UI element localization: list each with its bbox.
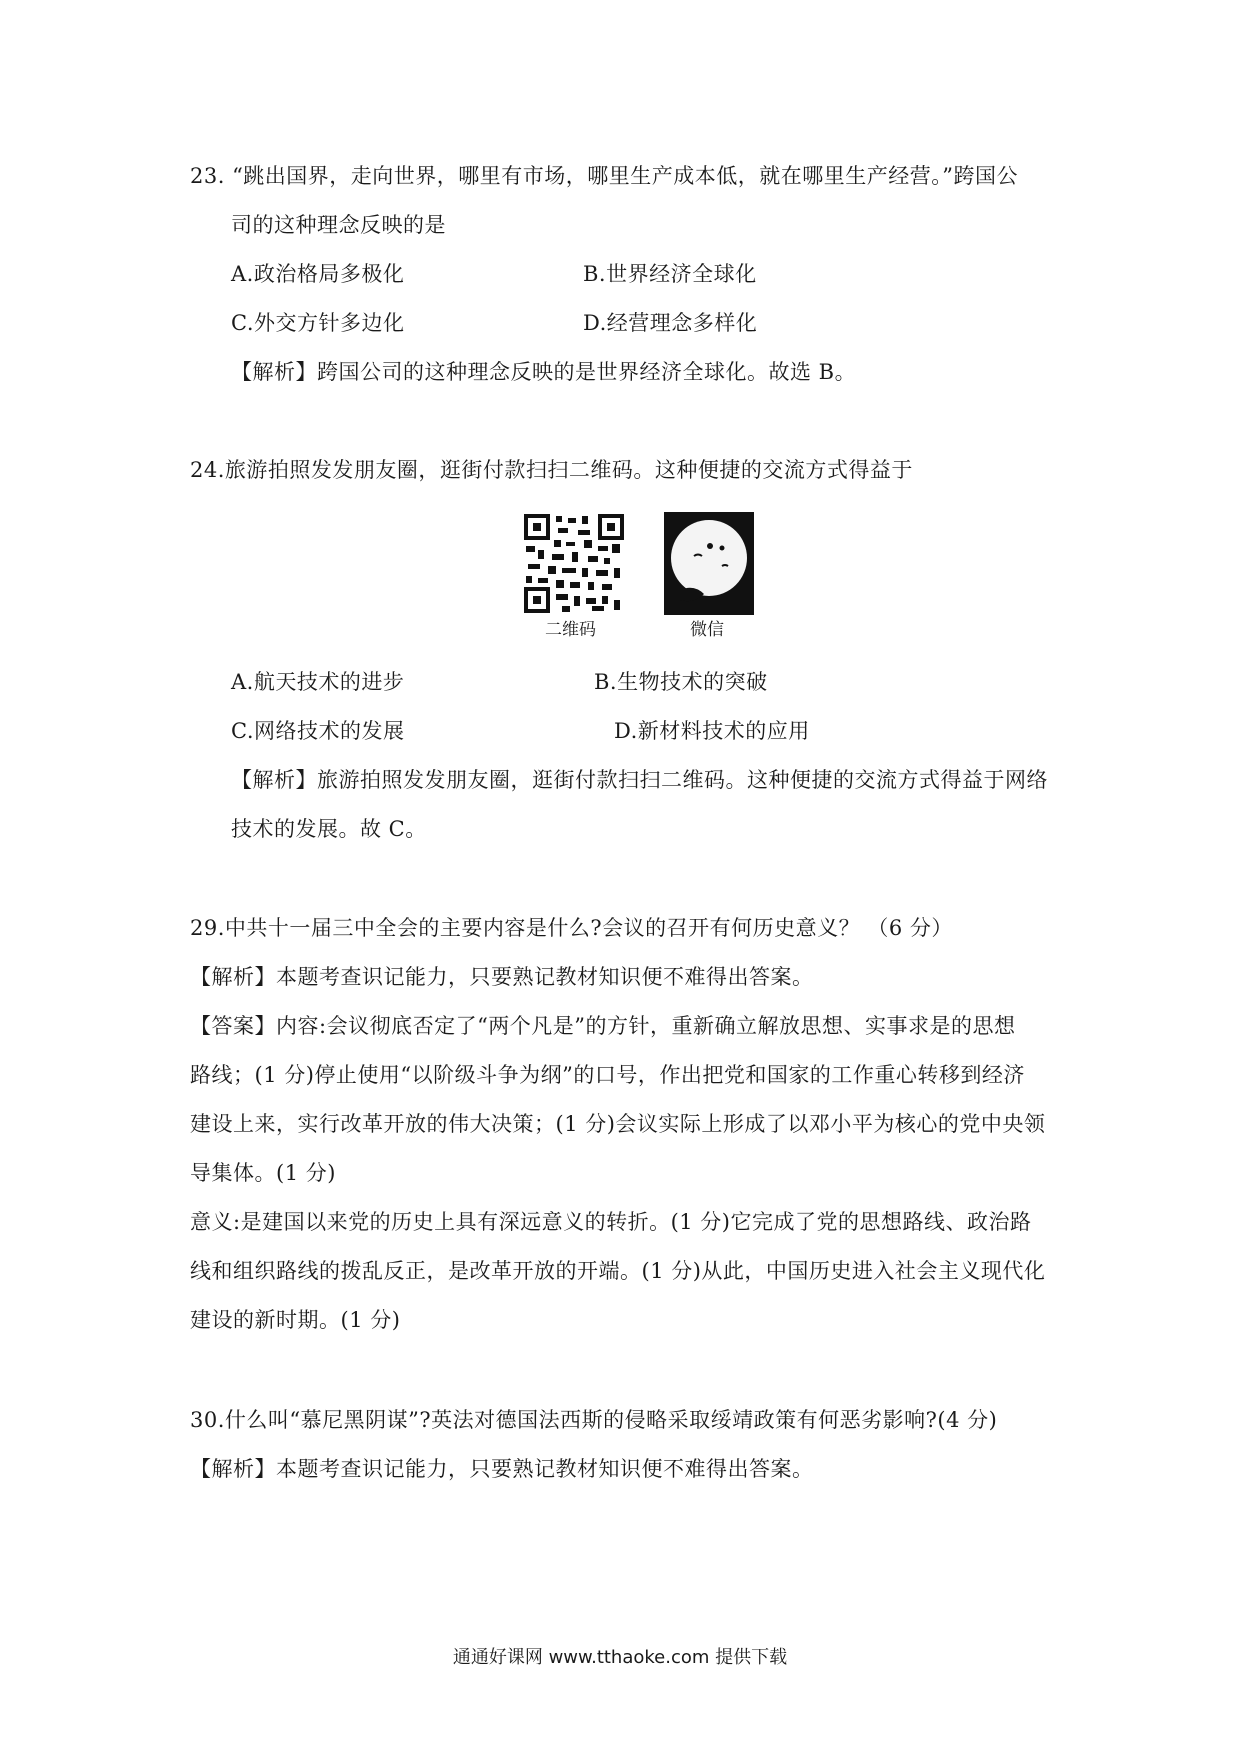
q23-option-b: B.世界经济全球化 bbox=[583, 262, 757, 286]
q29-meaning-line3: 建设的新时期。(1 分) bbox=[190, 1308, 401, 1332]
q23-analysis: 【解析】跨国公司的这种理念反映的是世界经济全球化。故选 B。 bbox=[231, 360, 857, 384]
q30-analysis: 【解析】本题考查识记能力，只要熟记教材知识便不难得出答案。 bbox=[190, 1457, 814, 1481]
q29-analysis: 【解析】本题考查识记能力，只要熟记教材知识便不难得出答案。 bbox=[190, 965, 814, 989]
q29-answer-line3: 建设上来，实行改革开放的伟大决策；(1 分)会议实际上形成了以邓小平为核心的党中央领 bbox=[190, 1112, 1046, 1136]
q23-option-d: D.经营理念多样化 bbox=[583, 311, 758, 335]
q29-answer-line1: 【答案】内容:会议彻底否定了“两个凡是”的方针，重新确立解放思想、实事求是的思想 bbox=[190, 1014, 1016, 1038]
q24-option-c: C.网络技术的发展 bbox=[231, 719, 405, 743]
q24-stem: 24.旅游拍照发发朋友圈，逛街付款扫扫二维码。这种便捷的交流方式得益于 bbox=[190, 458, 913, 482]
wechat-logo-image bbox=[664, 512, 754, 615]
q23-stem-line1: 23. “跳出国界，走向世界，哪里有市场，哪里生产成本低，就在哪里生产经营。”跨国公 bbox=[190, 164, 1019, 188]
q23-stem-line2: 司的这种理念反映的是 bbox=[231, 213, 446, 237]
q29-meaning-line2: 线和组织路线的拨乱反正，是改革开放的开端。(1 分)从此，中国历史进入社会主义现代化 bbox=[190, 1259, 1046, 1283]
q30-stem: 30.什么叫“慕尼黑阴谋”?英法对德国法西斯的侵略采取绥靖政策有何恶劣影响?(4 分) bbox=[190, 1408, 998, 1432]
q23-option-c: C.外交方针多边化 bbox=[231, 311, 405, 335]
q24-option-a: A.航天技术的进步 bbox=[231, 670, 405, 694]
q29-meaning-line1: 意义:是建国以来党的历史上具有深远意义的转折。(1 分)它完成了党的思想路线、政治路 bbox=[190, 1210, 1032, 1234]
q29-answer-line4: 导集体。(1 分) bbox=[190, 1161, 336, 1185]
q23-option-a: A.政治格局多极化 bbox=[231, 262, 405, 286]
q24-option-b: B.生物技术的突破 bbox=[594, 670, 768, 694]
qr-code-image bbox=[522, 512, 626, 615]
page-footer: 通通好课网 www.tthaoke.com 提供下载 bbox=[452, 1647, 788, 1668]
q24-analysis-line2: 技术的发展。故 C。 bbox=[231, 817, 427, 841]
q24-analysis-line1: 【解析】旅游拍照发发朋友圈，逛街付款扫扫二维码。这种便捷的交流方式得益于网络 bbox=[231, 768, 1048, 792]
q24-option-d: D.新材料技术的应用 bbox=[614, 719, 810, 743]
qr-code-caption: 二维码 bbox=[545, 620, 596, 640]
q29-stem: 29.中共十一届三中全会的主要内容是什么?会议的召开有何历史意义？ （6 分） bbox=[190, 916, 953, 940]
wechat-caption: 微信 bbox=[690, 620, 724, 640]
q29-answer-line2: 路线；(1 分)停止使用“以阶级斗争为纲”的口号，作出把党和国家的工作重心转移到经济 bbox=[190, 1063, 1025, 1087]
